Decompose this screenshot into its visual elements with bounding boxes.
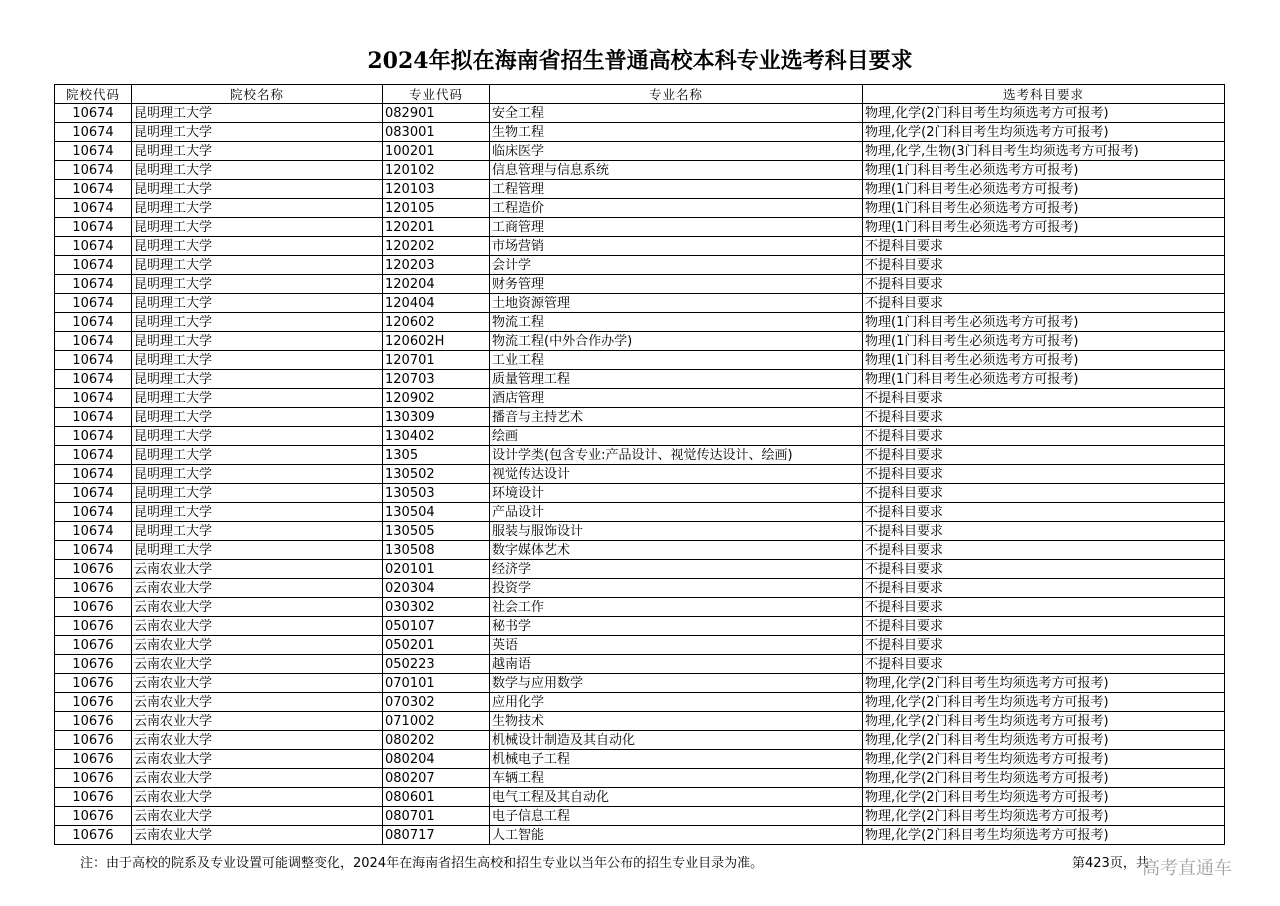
cell-school-name: 昆明理工大学	[132, 408, 383, 427]
table-row	[55, 446, 1225, 465]
cell-school-code: 10674	[55, 427, 132, 446]
footer-note: 注：由于高校的院系及专业设置可能调整变化，2024年在海南省招生高校和招生专业以当年公布的招生专业目录为准。	[80, 856, 764, 871]
table-row	[55, 579, 1225, 598]
cell-req: 不提科目要求	[863, 237, 1225, 256]
cell-req: 不提科目要求	[863, 655, 1225, 674]
cell-school-name: 昆明理工大学	[132, 446, 383, 465]
table-row	[55, 712, 1225, 731]
cell-major-name: 信息管理与信息系统	[490, 161, 863, 180]
cell-school-name: 云南农业大学	[132, 788, 383, 807]
cell-req: 不提科目要求	[863, 484, 1225, 503]
cell-major-code: 120102	[383, 161, 490, 180]
cell-school-name: 昆明理工大学	[132, 161, 383, 180]
cell-major-code: 030302	[383, 598, 490, 617]
cell-school-code: 10676	[55, 674, 132, 693]
cell-major-name: 机械电子工程	[490, 750, 863, 769]
table-row	[55, 788, 1225, 807]
cell-req: 物理,化学,生物(3门科目考生均须选考方可报考)	[863, 142, 1225, 161]
cell-major-name: 电子信息工程	[490, 807, 863, 826]
cell-major-code: 082901	[383, 104, 490, 123]
cell-req: 物理(1门科目考生必须选考方可报考)	[863, 218, 1225, 237]
cell-school-name: 昆明理工大学	[132, 218, 383, 237]
table-row	[55, 275, 1225, 294]
cell-school-code: 10674	[55, 180, 132, 199]
table-row	[55, 522, 1225, 541]
cell-school-name: 云南农业大学	[132, 807, 383, 826]
cell-school-code: 10676	[55, 598, 132, 617]
cell-major-code: 050107	[383, 617, 490, 636]
cell-major-code: 130309	[383, 408, 490, 427]
cell-req: 不提科目要求	[863, 522, 1225, 541]
cell-school-name: 昆明理工大学	[132, 256, 383, 275]
table-row	[55, 541, 1225, 560]
cell-req: 不提科目要求	[863, 503, 1225, 522]
cell-school-code: 10676	[55, 750, 132, 769]
table-row	[55, 180, 1225, 199]
cell-major-name: 土地资源管理	[490, 294, 863, 313]
table-row	[55, 674, 1225, 693]
cell-school-code: 10674	[55, 313, 132, 332]
table-row	[55, 313, 1225, 332]
table-row	[55, 351, 1225, 370]
cell-school-code: 10676	[55, 579, 132, 598]
cell-school-name: 昆明理工大学	[132, 313, 383, 332]
cell-school-name: 昆明理工大学	[132, 389, 383, 408]
cell-major-code: 120203	[383, 256, 490, 275]
cell-req: 物理(1门科目考生必须选考方可报考)	[863, 180, 1225, 199]
table-row	[55, 636, 1225, 655]
cell-school-name: 云南农业大学	[132, 598, 383, 617]
cell-req: 物理(1门科目考生必须选考方可报考)	[863, 351, 1225, 370]
cell-school-name: 云南农业大学	[132, 674, 383, 693]
cell-school-name: 昆明理工大学	[132, 180, 383, 199]
header-school-code: 院校代码	[55, 85, 132, 104]
cell-major-name: 环境设计	[490, 484, 863, 503]
cell-school-code: 10674	[55, 446, 132, 465]
cell-school-name: 昆明理工大学	[132, 503, 383, 522]
table-row	[55, 598, 1225, 617]
cell-school-code: 10674	[55, 389, 132, 408]
cell-req: 物理,化学(2门科目考生均须选考方可报考)	[863, 788, 1225, 807]
table-row	[55, 199, 1225, 218]
cell-req: 不提科目要求	[863, 636, 1225, 655]
table-row	[55, 237, 1225, 256]
cell-school-code: 10676	[55, 636, 132, 655]
cell-major-code: 071002	[383, 712, 490, 731]
cell-school-name: 昆明理工大学	[132, 199, 383, 218]
cell-major-name: 数学与应用数学	[490, 674, 863, 693]
table-row	[55, 161, 1225, 180]
cell-school-name: 云南农业大学	[132, 826, 383, 845]
cell-major-name: 应用化学	[490, 693, 863, 712]
cell-school-code: 10676	[55, 655, 132, 674]
cell-school-name: 昆明理工大学	[132, 294, 383, 313]
cell-major-name: 机械设计制造及其自动化	[490, 731, 863, 750]
table-row	[55, 617, 1225, 636]
cell-req: 不提科目要求	[863, 427, 1225, 446]
cell-major-code: 130504	[383, 503, 490, 522]
cell-school-code: 10674	[55, 294, 132, 313]
cell-req: 物理,化学(2门科目考生均须选考方可报考)	[863, 104, 1225, 123]
cell-major-code: 120701	[383, 351, 490, 370]
cell-major-code: 1305	[383, 446, 490, 465]
cell-school-code: 10674	[55, 541, 132, 560]
cell-school-name: 云南农业大学	[132, 693, 383, 712]
table-header-row	[55, 85, 1225, 104]
cell-school-code: 10676	[55, 769, 132, 788]
cell-major-code: 130502	[383, 465, 490, 484]
cell-req: 物理(1门科目考生必须选考方可报考)	[863, 332, 1225, 351]
cell-major-code: 080601	[383, 788, 490, 807]
cell-major-code: 120902	[383, 389, 490, 408]
cell-major-code: 120201	[383, 218, 490, 237]
table-row	[55, 655, 1225, 674]
table-row	[55, 389, 1225, 408]
cell-school-name: 云南农业大学	[132, 617, 383, 636]
cell-major-name: 英语	[490, 636, 863, 655]
cell-req: 物理(1门科目考生必须选考方可报考)	[863, 199, 1225, 218]
watermark: 高考直通车	[1142, 858, 1232, 879]
cell-school-code: 10676	[55, 693, 132, 712]
cell-school-name: 昆明理工大学	[132, 237, 383, 256]
cell-school-code: 10676	[55, 826, 132, 845]
cell-major-name: 服装与服饰设计	[490, 522, 863, 541]
cell-req: 物理(1门科目考生必须选考方可报考)	[863, 370, 1225, 389]
cell-major-name: 酒店管理	[490, 389, 863, 408]
cell-major-code: 130508	[383, 541, 490, 560]
table-row	[55, 123, 1225, 142]
cell-req: 物理,化学(2门科目考生均须选考方可报考)	[863, 807, 1225, 826]
cell-school-name: 昆明理工大学	[132, 522, 383, 541]
table-row	[55, 408, 1225, 427]
cell-req: 不提科目要求	[863, 560, 1225, 579]
cell-req: 不提科目要求	[863, 408, 1225, 427]
cell-req: 不提科目要求	[863, 256, 1225, 275]
cell-school-name: 昆明理工大学	[132, 370, 383, 389]
table-row	[55, 256, 1225, 275]
cell-major-name: 车辆工程	[490, 769, 863, 788]
cell-major-code: 130503	[383, 484, 490, 503]
cell-req: 不提科目要求	[863, 275, 1225, 294]
cell-school-code: 10676	[55, 788, 132, 807]
cell-major-name: 工程管理	[490, 180, 863, 199]
cell-school-name: 云南农业大学	[132, 655, 383, 674]
header-requirement: 选考科目要求	[863, 85, 1225, 104]
cell-req: 物理,化学(2门科目考生均须选考方可报考)	[863, 712, 1225, 731]
cell-school-code: 10674	[55, 408, 132, 427]
cell-major-name: 临床医学	[490, 142, 863, 161]
cell-major-code: 120103	[383, 180, 490, 199]
cell-req: 物理,化学(2门科目考生均须选考方可报考)	[863, 769, 1225, 788]
cell-req: 不提科目要求	[863, 446, 1225, 465]
cell-school-code: 10674	[55, 123, 132, 142]
cell-school-name: 云南农业大学	[132, 712, 383, 731]
table-row	[55, 750, 1225, 769]
cell-major-name: 生物技术	[490, 712, 863, 731]
cell-major-code: 050223	[383, 655, 490, 674]
cell-major-code: 120202	[383, 237, 490, 256]
cell-major-name: 播音与主持艺术	[490, 408, 863, 427]
cell-school-code: 10676	[55, 560, 132, 579]
table-row	[55, 427, 1225, 446]
cell-school-code: 10674	[55, 104, 132, 123]
cell-major-name: 人工智能	[490, 826, 863, 845]
cell-school-code: 10674	[55, 522, 132, 541]
majors-table	[54, 84, 1225, 845]
table-row	[55, 503, 1225, 522]
cell-major-name: 产品设计	[490, 503, 863, 522]
table-row	[55, 693, 1225, 712]
cell-major-name: 秘书学	[490, 617, 863, 636]
cell-major-name: 质量管理工程	[490, 370, 863, 389]
cell-major-name: 电气工程及其自动化	[490, 788, 863, 807]
cell-major-name: 社会工作	[490, 598, 863, 617]
cell-major-name: 财务管理	[490, 275, 863, 294]
cell-major-code: 080207	[383, 769, 490, 788]
cell-school-code: 10674	[55, 465, 132, 484]
cell-req: 物理(1门科目考生必须选考方可报考)	[863, 161, 1225, 180]
cell-school-code: 10674	[55, 332, 132, 351]
cell-major-code: 070101	[383, 674, 490, 693]
cell-req: 物理,化学(2门科目考生均须选考方可报考)	[863, 674, 1225, 693]
cell-school-name: 昆明理工大学	[132, 541, 383, 560]
table-row	[55, 731, 1225, 750]
cell-school-name: 昆明理工大学	[132, 351, 383, 370]
table-row	[55, 465, 1225, 484]
cell-major-name: 安全工程	[490, 104, 863, 123]
cell-major-name: 市场营销	[490, 237, 863, 256]
cell-req: 物理,化学(2门科目考生均须选考方可报考)	[863, 693, 1225, 712]
cell-school-code: 10674	[55, 199, 132, 218]
cell-major-name: 工业工程	[490, 351, 863, 370]
cell-major-code: 080202	[383, 731, 490, 750]
table-row	[55, 104, 1225, 123]
cell-req: 物理(1门科目考生必须选考方可报考)	[863, 313, 1225, 332]
cell-school-name: 昆明理工大学	[132, 104, 383, 123]
table-row	[55, 142, 1225, 161]
cell-major-code: 130402	[383, 427, 490, 446]
header-major-code: 专业代码	[383, 85, 490, 104]
cell-school-code: 10674	[55, 275, 132, 294]
cell-major-code: 080204	[383, 750, 490, 769]
cell-major-code: 020304	[383, 579, 490, 598]
cell-school-code: 10674	[55, 142, 132, 161]
cell-req: 不提科目要求	[863, 598, 1225, 617]
cell-school-name: 昆明理工大学	[132, 484, 383, 503]
table-row	[55, 370, 1225, 389]
cell-school-code: 10674	[55, 218, 132, 237]
cell-major-code: 120602H	[383, 332, 490, 351]
table-row	[55, 294, 1225, 313]
header-school-name: 院校名称	[132, 85, 383, 104]
cell-major-name: 物流工程	[490, 313, 863, 332]
cell-major-name: 绘画	[490, 427, 863, 446]
cell-req: 不提科目要求	[863, 617, 1225, 636]
table-row	[55, 218, 1225, 237]
cell-major-code: 120105	[383, 199, 490, 218]
cell-school-name: 云南农业大学	[132, 560, 383, 579]
cell-school-code: 10674	[55, 503, 132, 522]
cell-school-code: 10674	[55, 256, 132, 275]
cell-school-name: 昆明理工大学	[132, 427, 383, 446]
cell-major-code: 120404	[383, 294, 490, 313]
cell-major-code: 070302	[383, 693, 490, 712]
table-row	[55, 332, 1225, 351]
cell-req: 不提科目要求	[863, 389, 1225, 408]
table-row	[55, 826, 1225, 845]
table-row	[55, 484, 1225, 503]
cell-school-code: 10676	[55, 807, 132, 826]
table-row	[55, 560, 1225, 579]
cell-major-code: 050201	[383, 636, 490, 655]
page-number: 第423页，共	[1072, 856, 1149, 871]
cell-req: 物理,化学(2门科目考生均须选考方可报考)	[863, 750, 1225, 769]
cell-school-code: 10674	[55, 351, 132, 370]
cell-major-code: 100201	[383, 142, 490, 161]
cell-school-code: 10676	[55, 712, 132, 731]
cell-school-name: 云南农业大学	[132, 636, 383, 655]
cell-req: 不提科目要求	[863, 579, 1225, 598]
cell-school-name: 云南农业大学	[132, 769, 383, 788]
cell-req: 不提科目要求	[863, 541, 1225, 560]
cell-req: 物理,化学(2门科目考生均须选考方可报考)	[863, 123, 1225, 142]
cell-major-code: 120602	[383, 313, 490, 332]
cell-major-name: 越南语	[490, 655, 863, 674]
cell-major-code: 080717	[383, 826, 490, 845]
cell-school-name: 昆明理工大学	[132, 465, 383, 484]
cell-req: 不提科目要求	[863, 465, 1225, 484]
cell-major-name: 投资学	[490, 579, 863, 598]
header-major-name: 专业名称	[490, 85, 863, 104]
cell-major-code: 130505	[383, 522, 490, 541]
cell-school-name: 昆明理工大学	[132, 123, 383, 142]
cell-req: 物理,化学(2门科目考生均须选考方可报考)	[863, 826, 1225, 845]
cell-school-name: 昆明理工大学	[132, 275, 383, 294]
cell-major-code: 120204	[383, 275, 490, 294]
cell-school-code: 10674	[55, 484, 132, 503]
cell-school-name: 昆明理工大学	[132, 332, 383, 351]
cell-school-code: 10674	[55, 370, 132, 389]
cell-req: 物理,化学(2门科目考生均须选考方可报考)	[863, 731, 1225, 750]
cell-major-name: 物流工程(中外合作办学)	[490, 332, 863, 351]
cell-major-name: 会计学	[490, 256, 863, 275]
cell-school-code: 10676	[55, 731, 132, 750]
table-row	[55, 807, 1225, 826]
cell-req: 不提科目要求	[863, 294, 1225, 313]
cell-major-name: 视觉传达设计	[490, 465, 863, 484]
cell-major-name: 工商管理	[490, 218, 863, 237]
cell-school-name: 云南农业大学	[132, 750, 383, 769]
cell-school-name: 云南农业大学	[132, 731, 383, 750]
cell-school-code: 10674	[55, 161, 132, 180]
cell-major-code: 083001	[383, 123, 490, 142]
cell-major-name: 经济学	[490, 560, 863, 579]
cell-school-name: 云南农业大学	[132, 579, 383, 598]
cell-major-name: 生物工程	[490, 123, 863, 142]
cell-major-name: 设计学类(包含专业:产品设计、视觉传达设计、绘画)	[490, 446, 863, 465]
table-row	[55, 769, 1225, 788]
cell-school-code: 10676	[55, 617, 132, 636]
cell-school-code: 10674	[55, 237, 132, 256]
cell-major-name: 数字媒体艺术	[490, 541, 863, 560]
cell-major-name: 工程造价	[490, 199, 863, 218]
cell-major-code: 080701	[383, 807, 490, 826]
cell-major-code: 020101	[383, 560, 490, 579]
page-title: 2024年拟在海南省招生普通高校本科专业选考科目要求	[367, 48, 913, 74]
cell-school-name: 昆明理工大学	[132, 142, 383, 161]
cell-major-code: 120703	[383, 370, 490, 389]
table-body	[55, 104, 1225, 845]
